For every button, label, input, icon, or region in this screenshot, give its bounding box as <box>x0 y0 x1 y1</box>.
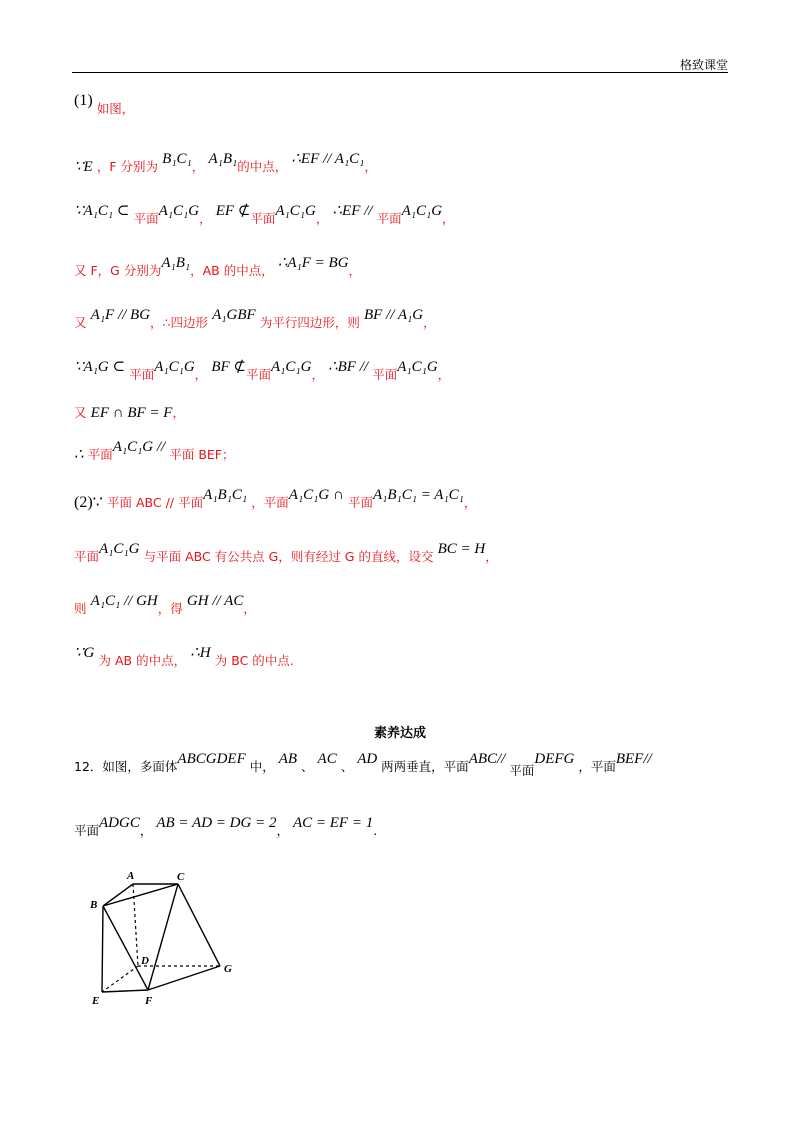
math-E: E <box>83 159 93 175</box>
part1-intro: 如图， <box>96 101 135 116</box>
math-A1B1: A₁B₁ <box>208 151 238 167</box>
sep: 、 <box>301 759 314 774</box>
edge-DE-hidden <box>102 966 138 992</box>
math: AC <box>317 751 337 767</box>
vertex-label-G: G <box>224 963 232 975</box>
sep: ， <box>191 159 205 174</box>
edge-BA <box>103 884 133 906</box>
sep: ， <box>442 211 455 226</box>
sep: ， <box>311 367 324 382</box>
math: ∵A₁G ⊂ <box>74 359 126 375</box>
sep: ， <box>139 823 153 838</box>
math: A₁B₁ <box>161 255 191 271</box>
vertex-label-C: C <box>177 871 185 883</box>
question-number: 12．如图，多面体 <box>74 759 178 774</box>
math: DEFG <box>534 751 575 767</box>
text-plane: 平面 <box>376 211 402 226</box>
math: A₁C₁G <box>275 203 316 219</box>
part1-line-1 <box>74 92 135 119</box>
text-plane: 平面 <box>347 495 373 510</box>
part1-line-8 <box>74 439 235 465</box>
math: ∴H <box>190 645 211 661</box>
vertex-label-B: B <box>90 899 98 911</box>
math: BF ⊄ <box>211 359 246 375</box>
because-symbol: ∵ <box>74 159 84 175</box>
math: ADGC <box>99 815 140 831</box>
edge-CG <box>178 884 220 966</box>
text: 平面 BEF； <box>169 447 235 462</box>
edge-CF <box>148 884 178 990</box>
vertex-label-E: E <box>92 995 100 1007</box>
text: 又 F，G 分别为 <box>74 263 162 278</box>
text-plane: 平面 <box>509 763 535 778</box>
sep: ， <box>315 211 329 226</box>
text-plane: 平面 <box>87 447 113 462</box>
math: BF // A₁G <box>363 307 424 323</box>
math: BC = H <box>437 541 486 557</box>
math: EF ⊄ <box>215 203 251 219</box>
polyhedron-figure <box>80 862 260 1012</box>
part1-line-6 <box>74 359 451 385</box>
math: A₁C₁G // <box>112 439 166 455</box>
math: A₁C₁G <box>158 203 200 219</box>
text-plane: 平面 <box>133 211 159 226</box>
text: 为 BC 的中点. <box>214 653 294 668</box>
text-plane: 平面 <box>245 367 271 382</box>
math: ABCGDEF <box>177 751 246 767</box>
text: 为 AB 的中点， <box>98 653 187 668</box>
text: 中， <box>249 759 275 774</box>
text: 平面 ABC // <box>106 495 174 510</box>
sep: ， <box>437 367 451 382</box>
text-plane: 平面 <box>74 549 100 564</box>
text: 与平面 ABC 有公共点 G，则有经过 G 的直线，设交 <box>143 549 434 564</box>
sep: ， <box>172 405 185 420</box>
math: A₁B₁C₁ = A₁C₁ <box>372 487 464 503</box>
text: 则 <box>74 601 87 616</box>
text-plane: 平面 <box>178 495 204 510</box>
math: ∵G <box>74 645 95 661</box>
math: A₁C₁ // GH <box>90 593 158 609</box>
part2-line-3 <box>74 593 256 619</box>
math: A₁B₁C₁ <box>203 487 248 503</box>
edge-BC <box>103 884 178 906</box>
math: AC = EF = 1 <box>292 815 374 831</box>
part1-label: (1) <box>74 92 93 109</box>
vertex-label-D: D <box>141 955 149 967</box>
math: A₁C₁G ∩ <box>288 487 344 503</box>
text: ，AB 的中点， <box>190 263 274 278</box>
math: A₁C₁G <box>271 359 312 375</box>
math: A₁GBF <box>212 307 256 323</box>
sep: ， <box>199 211 212 226</box>
edge-BF <box>103 906 148 990</box>
math: A₁F // BG <box>90 307 151 323</box>
part2-line-1 <box>74 487 477 513</box>
math-EF-parallel: ∴EF // A₁C₁ <box>291 151 365 167</box>
math: AB = AD = DG = 2 <box>156 815 277 831</box>
text: ，平面 <box>578 759 616 774</box>
header-brand: 格致课堂 <box>679 58 728 72</box>
sep: ， <box>463 495 477 510</box>
text-midpoint: 的中点， <box>237 159 288 174</box>
part1-line-4 <box>74 255 362 281</box>
math: A₁C₁G <box>99 541 140 557</box>
math: ∴BF // <box>328 359 369 375</box>
text-plane: 平面 <box>74 823 100 838</box>
part1-line-3 <box>74 203 455 229</box>
math: BEF// <box>615 751 652 767</box>
math: EF ∩ BF = F <box>90 405 173 421</box>
math: ∴EF // <box>332 203 373 219</box>
sep: ， <box>348 263 362 278</box>
text-plane: 平面 <box>129 367 155 382</box>
text: 两两垂直，平面 <box>381 759 469 774</box>
text: 为平行四边形，则 <box>259 315 360 330</box>
text: ，得 <box>157 601 183 616</box>
edge-EF <box>102 990 148 992</box>
header-rule <box>72 72 728 73</box>
text: ，平面 <box>251 495 289 510</box>
edge-BE <box>102 906 103 992</box>
math: A₁C₁G <box>154 359 195 375</box>
math: AD <box>357 751 378 767</box>
math: ∵A₁C₁ ⊂ <box>74 203 130 219</box>
text: 又 <box>74 405 87 420</box>
edge-FG <box>148 966 220 990</box>
math: AB <box>278 751 298 767</box>
text: 又 <box>74 315 87 330</box>
text-plane: 平面 <box>250 211 276 226</box>
math: GH // AC <box>186 593 244 609</box>
sep: . <box>373 823 378 838</box>
sep: ， <box>423 315 436 330</box>
part2-label: (2)∵ <box>74 494 103 511</box>
vertex-label-A: A <box>127 870 135 882</box>
part2-line-4 <box>74 645 294 671</box>
part1-line-5 <box>74 307 436 333</box>
section-title: 素养达成 <box>373 726 426 741</box>
math-B1C1: B₁C₁ <box>162 151 192 167</box>
part2-line-2 <box>74 541 498 567</box>
part1-line-2 <box>74 151 377 177</box>
math: A₁C₁G <box>397 359 438 375</box>
text-F-midpoints: ，F 分别为 <box>96 159 159 174</box>
vertex-label-F: F <box>145 995 153 1007</box>
text: ，∴ <box>150 315 171 330</box>
math: ABC// <box>468 751 506 767</box>
sep: ， <box>485 549 498 564</box>
math: ∴A₁F = BG <box>277 255 349 271</box>
sep: ， <box>276 823 289 838</box>
question-12-line-1 <box>74 751 652 778</box>
sep: ， <box>364 159 377 174</box>
sep: ， <box>194 367 208 382</box>
question-12-line-2 <box>74 815 378 840</box>
text-plane: 平面 <box>372 367 398 382</box>
part1-line-7 <box>74 404 185 423</box>
sep: 、 <box>340 759 354 774</box>
sep: ， <box>243 601 256 616</box>
math: A₁C₁G <box>401 203 443 219</box>
text: 四边形 <box>170 315 208 330</box>
therefore-symbol: ∴ <box>74 447 84 463</box>
